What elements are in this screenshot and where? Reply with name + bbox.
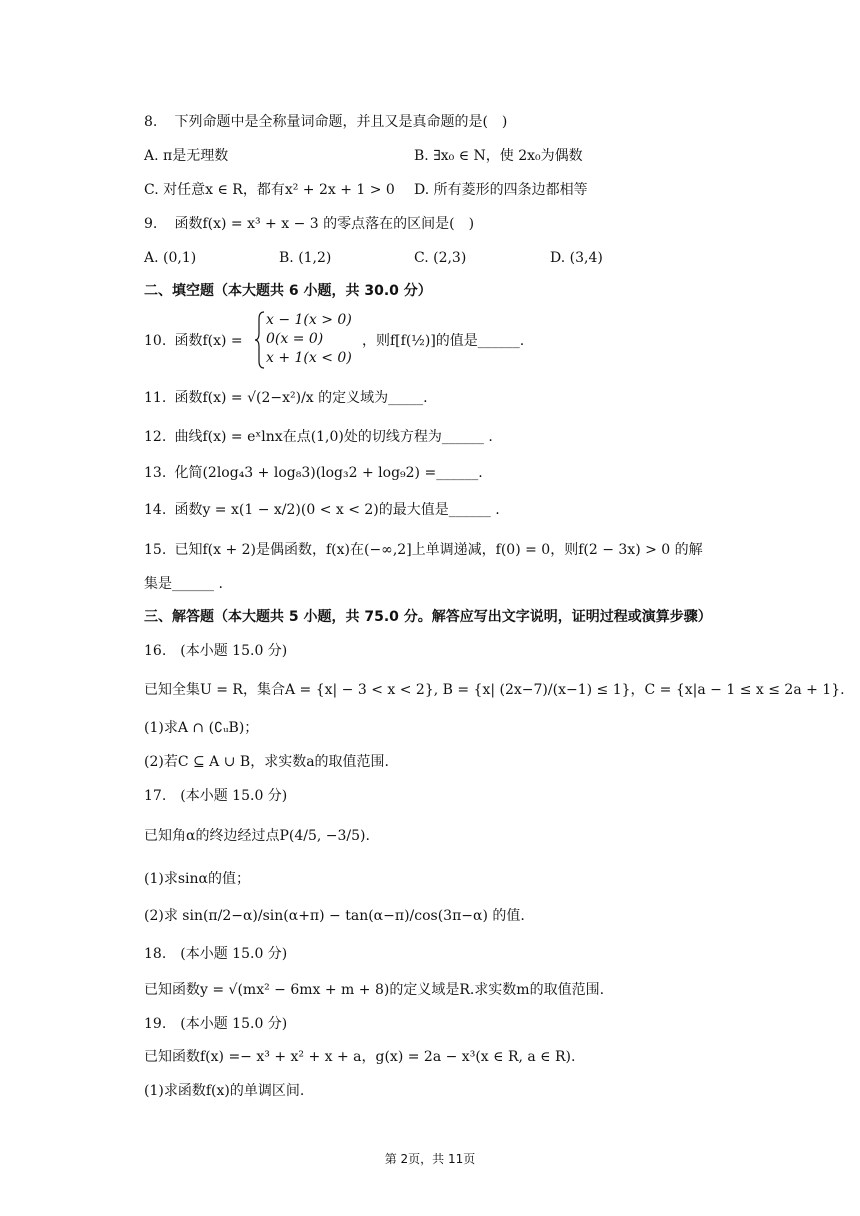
question-number: 8. [144,114,158,130]
question-text: 曲线f(x) = eˣlnx在点(1,0)处的切线方程为______ . [174,429,493,445]
question-18-header: 18. (本小题 15.0 分) [144,946,288,962]
option-d: D. 所有菱形的四条边都相等 [414,182,588,198]
question-number: 15. [144,542,167,558]
question-18-given: 已知函数y = √(mx² − 6mx + m + 8)的定义域是R.求实数m的取值范围. [144,982,605,998]
question-9-stem [144,214,474,234]
question-10-lead [144,330,243,350]
option-a: A. (0,1) [144,250,197,266]
piecewise-cases [266,311,352,368]
question-13 [144,463,483,483]
case-line: x + 1(x < 0) [266,350,352,366]
question-text: 函数f(x) = [174,333,243,349]
section-heading-answer: 三、解答题（本大题共 5 小题，共 75.0 分。解答应写出文字说明，证明过程或演算步骤） [144,609,712,625]
option-d: D. (3,4) [550,250,603,266]
question-number: 13. [144,465,167,481]
question-text: 化简(2log₄3 + log₈3)(log₃2 + log₉2) =______. [174,465,483,481]
question-number: 12. [144,429,167,445]
question-17-part1: (1)求sinα的值； [144,871,250,887]
question-number: 9. [144,216,158,232]
option-c: C. (2,3) [414,250,467,266]
question-19-part1: (1)求函数f(x)的单调区间. [144,1083,305,1099]
option-a: A. π是无理数 [144,148,229,164]
question-17-header: 17. (本小题 15.0 分) [144,788,288,804]
question-text: 下列命题中是全称量词命题，并且又是真命题的是( ) [174,114,508,130]
question-10-tail: ，则f[f(½)]的值是______. [362,333,525,349]
question-text: 函数y = x(1 − x/2)(0 < x < 2)的最大值是______ . [174,502,500,518]
question-text: 已知f(x + 2)是偶函数，f(x)在(−∞,2]上单调递减，f(0) = 0，则f(2 − 3x) > 0 的解 [174,542,703,558]
question-17-given: 已知角α的终边经过点P(4/5, −3/5). [144,828,370,844]
page-footer: 第 2页，共 11页 [384,1152,476,1166]
question-14 [144,500,500,520]
question-17-part2: (2)求 sin(π/2−α)/sin(α+π) − tan(α−π)/cos(3π−α) 的值. [144,908,525,924]
question-text: 函数f(x) = √(2−x²)/x 的定义域为_____. [174,390,428,406]
option-b: B. ∃x₀ ∈ N，使 2x₀为偶数 [414,148,583,164]
question-15-line2: 集是______ . [144,576,223,592]
question-text: 函数f(x) = x³ + x − 3 的零点落在的区间是( ) [174,216,475,232]
option-b: B. (1,2) [279,250,332,266]
question-16-part1: (1)求A ∩ (∁ᵤB)； [144,720,259,736]
question-12 [144,427,493,447]
option-c: C. 对任意x ∈ R，都有x² + 2x + 1 > 0 [144,182,395,198]
section-heading-fill-in: 二、填空题（本大题共 6 小题，共 30.0 分） [144,283,432,299]
question-16-given: 已知全集U = R，集合A = {x| − 3 < x < 2}, B = {x| (2x−7)/(x−1) ≤ 1}，C = {x|a − 1 ≤ x ≤ 2a + 1}. [144,682,845,698]
question-16-part2: (2)若C ⊆ A ∪ B，求实数a的取值范围. [144,754,389,770]
question-number: 10. [144,333,167,349]
question-number: 14. [144,502,167,518]
question-19-header: 19. (本小题 15.0 分) [144,1016,288,1032]
question-number: 11. [144,390,167,406]
left-brace-icon [255,311,265,369]
question-19-given: 已知函数f(x) =− x³ + x² + x + a，g(x) = 2a − x³(x ∈ R, a ∈ R). [144,1049,576,1065]
case-line: 0(x = 0) [266,331,324,347]
question-11 [144,388,428,408]
question-16-header: 16. (本小题 15.0 分) [144,643,288,659]
question-15-line1 [144,540,703,560]
case-line: x − 1(x > 0) [266,312,352,328]
question-8-stem [144,112,507,132]
